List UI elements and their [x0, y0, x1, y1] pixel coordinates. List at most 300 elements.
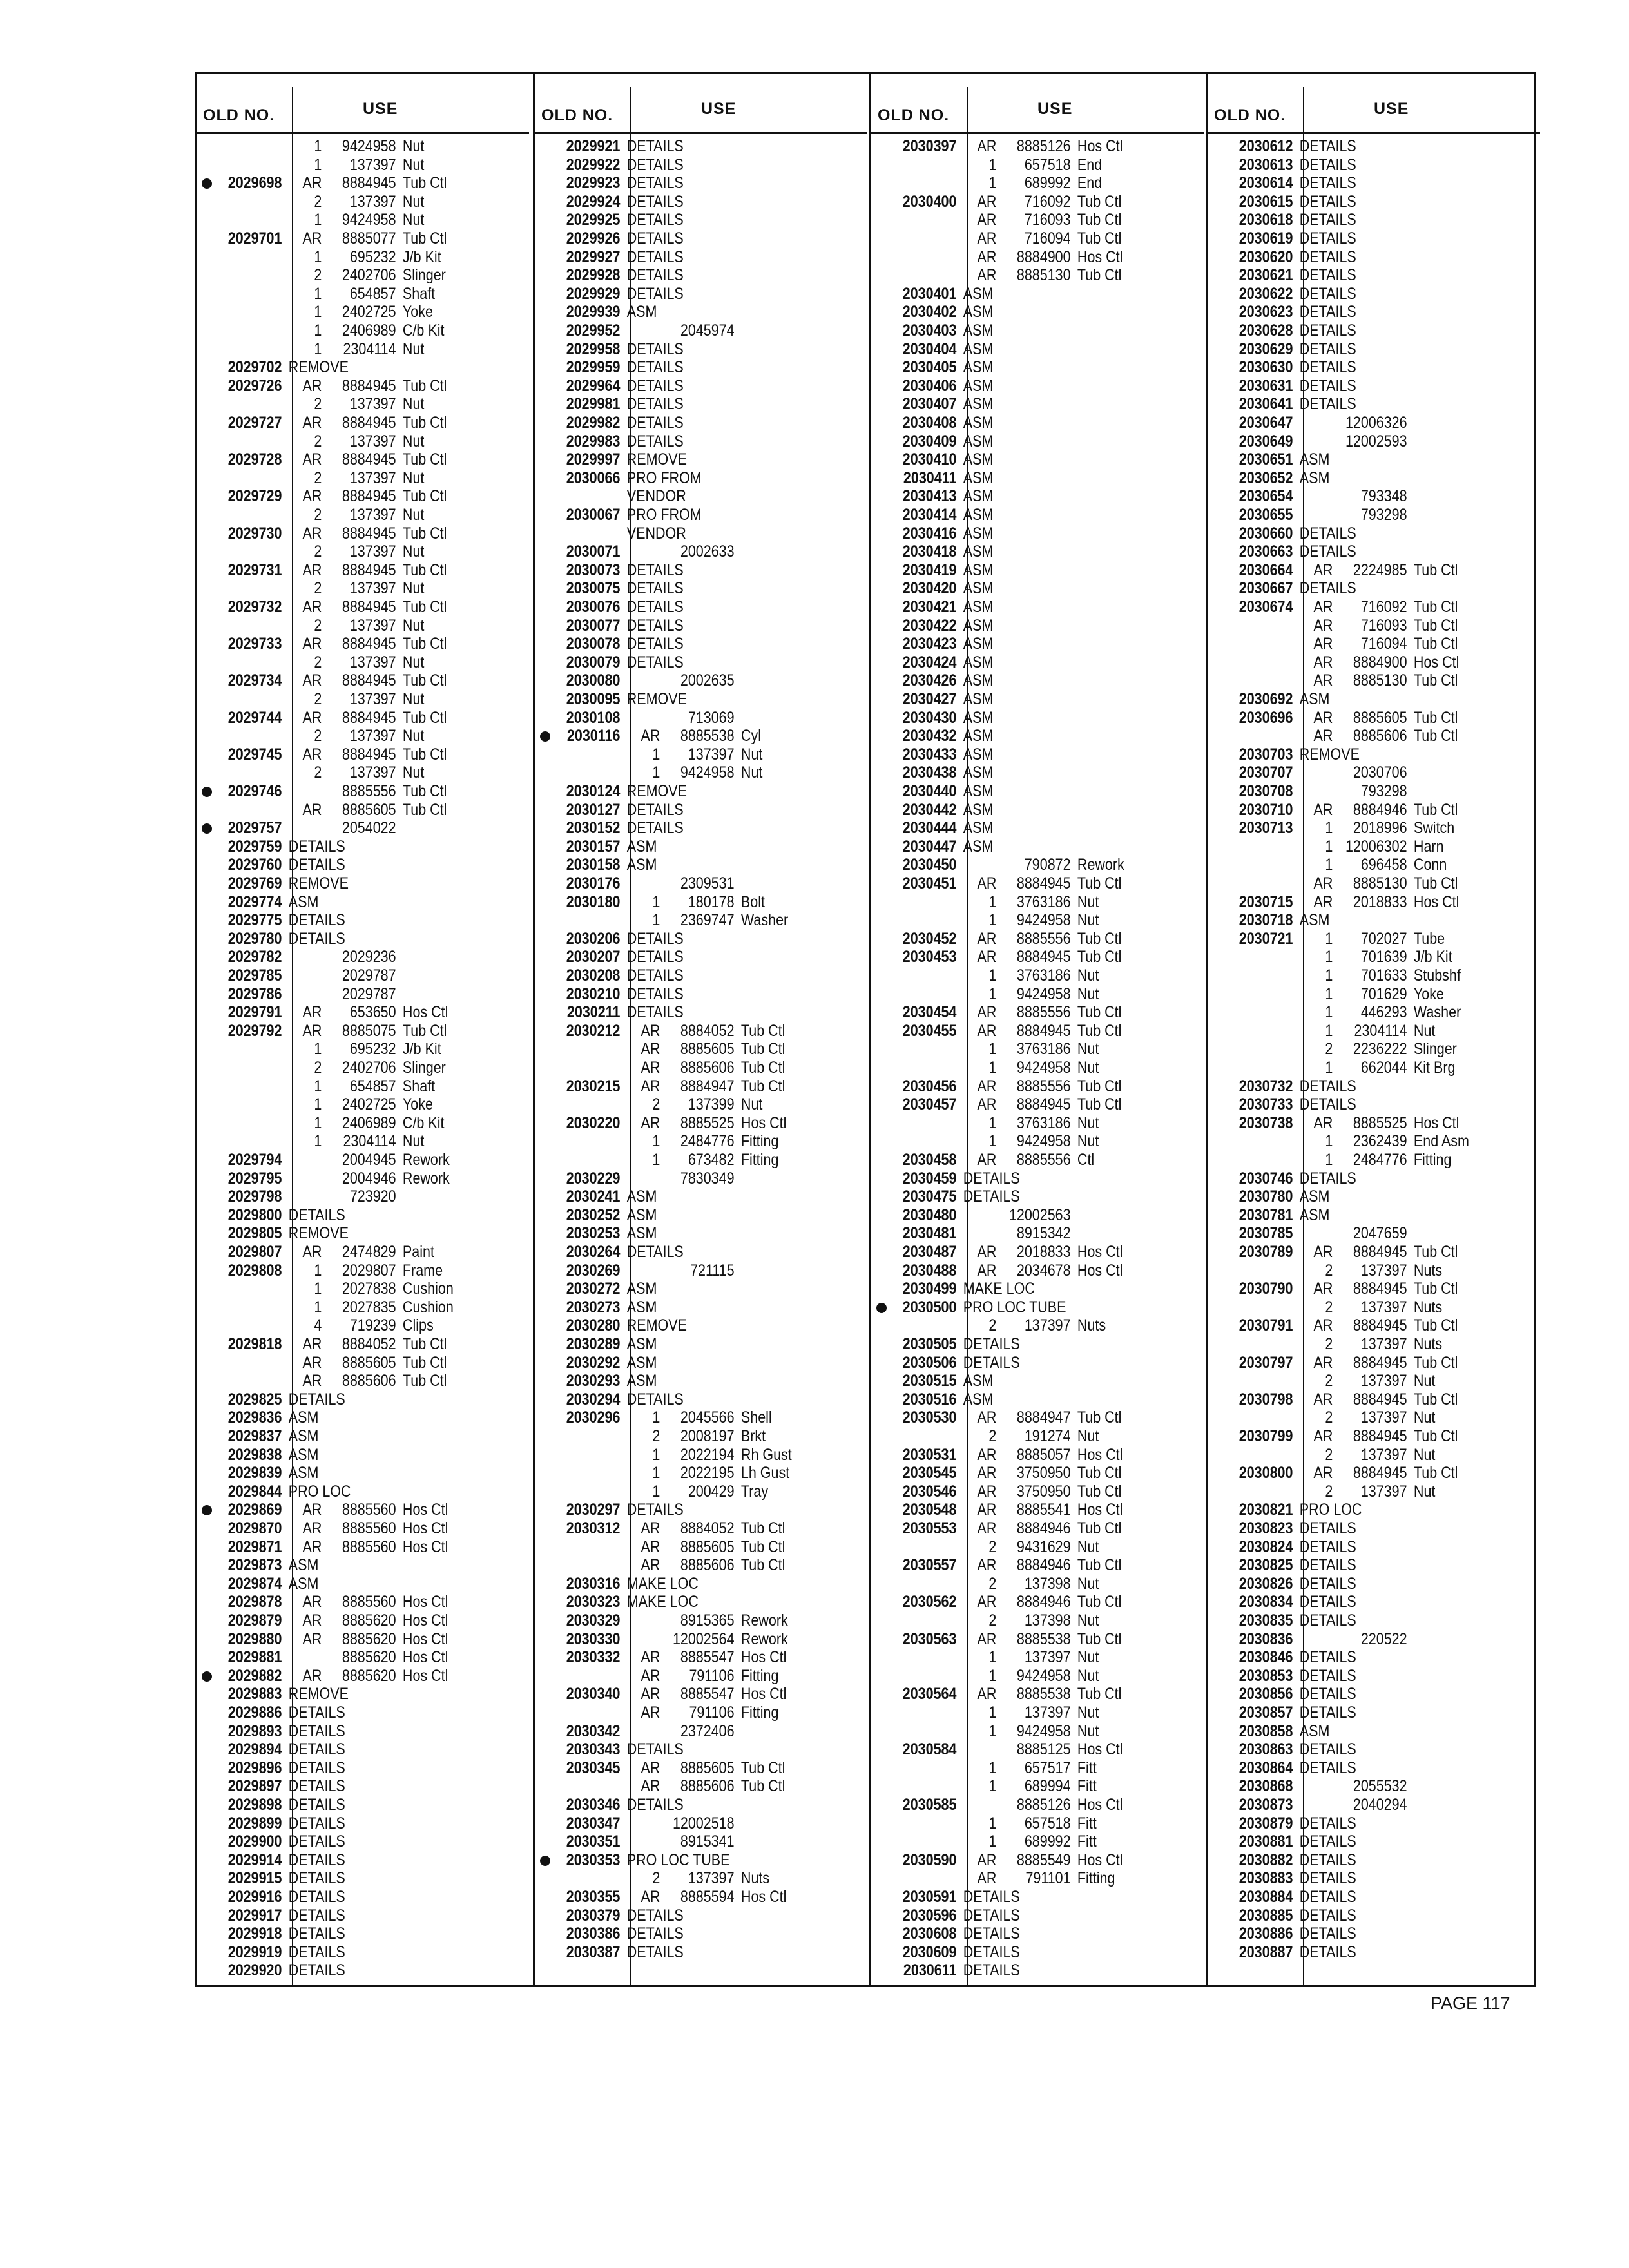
- quantity: 1: [1325, 929, 1333, 948]
- old-number: 2030452: [902, 929, 957, 948]
- table-row: [535, 1759, 821, 1778]
- table-row: [871, 561, 1157, 580]
- quantity: 1: [988, 1648, 997, 1667]
- old-number: 2030506: [902, 1353, 957, 1372]
- table-row: [1208, 229, 1494, 248]
- quantity: 1: [314, 284, 322, 303]
- disposition: DETAILS: [1299, 284, 1356, 303]
- part-description: Nut: [1077, 1537, 1099, 1556]
- table-row: [871, 543, 1157, 561]
- old-number: 2029731: [227, 561, 282, 579]
- quantity: AR: [977, 137, 997, 155]
- part-description: Cushion: [402, 1298, 454, 1316]
- table-row: [197, 893, 483, 912]
- old-number: 2030487: [902, 1243, 957, 1261]
- part-description: Slinger: [1413, 1040, 1457, 1059]
- part-number: 8884945: [1353, 1353, 1407, 1372]
- disposition: DETAILS: [963, 1187, 1020, 1206]
- disposition: REMOVE: [288, 874, 349, 892]
- old-number: 2029981: [566, 395, 621, 414]
- old-number: 2029883: [227, 1685, 282, 1704]
- part-description: End: [1077, 155, 1103, 174]
- quantity: 1: [988, 1040, 997, 1059]
- old-number: 2029726: [227, 376, 282, 395]
- old-number: 2030438: [902, 764, 957, 782]
- quantity: AR: [641, 1040, 660, 1059]
- part-number: 137398: [1024, 1574, 1071, 1593]
- disposition: DETAILS: [1299, 358, 1356, 377]
- old-number: 2030630: [1239, 358, 1293, 377]
- table-row: [535, 450, 821, 469]
- part-number: 2004946: [342, 1169, 396, 1187]
- part-number: 8884945: [1353, 1280, 1407, 1298]
- disposition: ASM: [963, 653, 994, 671]
- old-number: 2030413: [902, 487, 957, 506]
- old-number: 2030780: [1239, 1187, 1293, 1206]
- table-row: [871, 1077, 1157, 1096]
- old-number: 2030619: [1239, 229, 1293, 247]
- disposition: DETAILS: [1299, 1574, 1356, 1593]
- part-description: Washer: [1413, 1003, 1461, 1022]
- old-number: 2029727: [227, 414, 282, 432]
- table-row: [197, 1483, 483, 1501]
- old-number: 2029780: [227, 929, 282, 948]
- old-number: 2030834: [1239, 1593, 1293, 1611]
- table-row: [871, 193, 1157, 211]
- disposition: DETAILS: [1299, 192, 1356, 211]
- part-number: 2484776: [680, 1132, 735, 1151]
- disposition: DETAILS: [626, 192, 684, 211]
- quantity: AR: [641, 1537, 660, 1556]
- part-description: Fitting: [740, 1666, 779, 1685]
- old-number: 2029792: [227, 1021, 282, 1040]
- disposition: DETAILS: [288, 837, 345, 856]
- quantity: 1: [988, 155, 997, 174]
- table-row: [1208, 1059, 1494, 1077]
- table-row: [1208, 911, 1494, 930]
- disposition: VENDOR: [626, 487, 686, 506]
- old-number: 2030418: [902, 543, 957, 561]
- table-row: [1208, 524, 1494, 543]
- disposition: ASM: [1299, 1187, 1330, 1206]
- disposition: DETAILS: [1299, 376, 1356, 395]
- old-number: 2030457: [902, 1095, 957, 1114]
- part-number: 716093: [1360, 616, 1407, 635]
- table-row: [197, 1538, 483, 1557]
- part-number: 2484776: [1353, 1151, 1407, 1169]
- table-row: [197, 211, 483, 229]
- old-number: 2029914: [227, 1850, 282, 1869]
- disposition: DETAILS: [288, 1206, 345, 1224]
- part-number: 9424958: [342, 137, 396, 155]
- part-number: 12006302: [1345, 837, 1407, 856]
- part-description: Rh Gust: [740, 1445, 792, 1464]
- table-row: [1208, 1003, 1494, 1022]
- quantity: AR: [641, 1021, 660, 1040]
- part-description: Hos Ctl: [1413, 1113, 1460, 1132]
- part-number: 8885130: [1016, 266, 1071, 285]
- table-row: [1208, 285, 1494, 303]
- table-row: [1208, 966, 1494, 985]
- part-description: Nut: [402, 468, 425, 487]
- disposition: DETAILS: [1299, 1888, 1356, 1906]
- part-description: Washer: [740, 911, 789, 930]
- quantity: 1: [988, 892, 997, 911]
- old-number: 2030652: [1239, 468, 1293, 487]
- part-number: 689992: [1024, 174, 1071, 193]
- quantity: 1: [988, 1704, 997, 1722]
- table-row: [1208, 579, 1494, 598]
- disposition: DETAILS: [626, 929, 684, 948]
- old-number: 2030713: [1239, 819, 1293, 838]
- table-row: [535, 617, 821, 635]
- part-number: 716094: [1360, 635, 1407, 653]
- quantity: 2: [314, 266, 322, 285]
- disposition: DETAILS: [626, 653, 684, 671]
- quantity: 1: [652, 1445, 660, 1464]
- table-row: [535, 358, 821, 377]
- part-number: 702027: [1360, 929, 1407, 948]
- disposition: DETAILS: [1299, 1925, 1356, 1943]
- part-number: 657517: [1024, 1758, 1071, 1777]
- part-description: Brkt: [740, 1427, 766, 1445]
- quantity: 1: [652, 1151, 660, 1169]
- table-row: [1208, 340, 1494, 359]
- table-row: [197, 248, 483, 267]
- part-description: Shaft: [402, 1077, 436, 1095]
- part-number: 137397: [349, 192, 396, 211]
- part-number: 8885594: [680, 1888, 735, 1906]
- disposition: ASM: [626, 856, 657, 874]
- old-number: 2029795: [227, 1169, 282, 1187]
- part-number: 8885605: [1353, 708, 1407, 727]
- disposition: ASM: [963, 284, 994, 303]
- table-row: [535, 340, 821, 359]
- part-description: Yoke: [402, 1095, 433, 1114]
- table-row: [197, 1114, 483, 1133]
- part-number: 2029787: [342, 985, 396, 1003]
- quantity: 2: [314, 579, 322, 598]
- part-description: Cyl: [740, 727, 761, 745]
- table-row: [197, 598, 483, 617]
- old-number: 2030864: [1239, 1758, 1293, 1777]
- quantity: 2: [314, 1059, 322, 1077]
- part-description: Tub Ctl: [1413, 598, 1458, 616]
- old-number: 2030456: [902, 1077, 957, 1095]
- part-number: 8885549: [1016, 1850, 1071, 1869]
- part-number: 8915341: [680, 1832, 735, 1851]
- part-number: 2018833: [1353, 892, 1407, 911]
- disposition: PRO LOC TUBE: [626, 1850, 730, 1869]
- quantity: 2: [1325, 1372, 1333, 1390]
- old-number: 2030856: [1239, 1685, 1293, 1704]
- table-row: [871, 1722, 1157, 1741]
- old-number: 2029923: [566, 174, 621, 193]
- quantity: 1: [1325, 1151, 1333, 1169]
- part-number: 8885606: [342, 1372, 396, 1390]
- quantity: AR: [641, 727, 660, 745]
- part-number: 719239: [349, 1316, 396, 1335]
- part-description: Yoke: [1413, 985, 1444, 1003]
- table-row: [871, 1556, 1157, 1575]
- part-description: Hos Ctl: [1077, 1501, 1123, 1519]
- table-row: [871, 358, 1157, 377]
- table-row: [197, 229, 483, 248]
- old-number: 2030071: [566, 543, 621, 561]
- part-description: Tub Ctl: [402, 229, 447, 247]
- table-row: [197, 1593, 483, 1611]
- part-description: Yoke: [402, 303, 433, 322]
- part-number: 137397: [349, 155, 396, 174]
- part-description: Rework: [1077, 856, 1124, 874]
- part-description: Nut: [740, 1095, 763, 1114]
- old-number: 2030823: [1239, 1519, 1293, 1537]
- old-number: 2030667: [1239, 579, 1293, 598]
- old-number: 2030863: [1239, 1740, 1293, 1759]
- old-number: 2030073: [566, 561, 621, 579]
- quantity: 1: [1325, 966, 1333, 985]
- table-row: [197, 819, 483, 838]
- part-number: 8885560: [342, 1501, 396, 1519]
- table-row: [871, 156, 1157, 175]
- table-row: [535, 1040, 821, 1059]
- old-number: 2030077: [566, 616, 621, 635]
- old-number: 2029745: [227, 745, 282, 764]
- part-description: Lh Gust: [740, 1464, 790, 1483]
- disposition: DETAILS: [1299, 395, 1356, 414]
- table-row: [197, 469, 483, 488]
- quantity: AR: [1313, 1316, 1333, 1335]
- table-row: [197, 1704, 483, 1722]
- disposition: DETAILS: [288, 1777, 345, 1796]
- disposition: DETAILS: [963, 1943, 1020, 1961]
- table-row: [1208, 487, 1494, 506]
- table-row: [1208, 653, 1494, 672]
- quantity: 2: [652, 1427, 660, 1445]
- table-row: [197, 414, 483, 432]
- part-number: 9424958: [1016, 1722, 1071, 1740]
- table-row: [1208, 1427, 1494, 1446]
- disposition: ASM: [963, 1372, 994, 1390]
- table-row: [535, 1224, 821, 1243]
- table-row: [535, 1335, 821, 1354]
- part-description: Tub Ctl: [740, 1021, 786, 1040]
- quantity: AR: [1313, 1353, 1333, 1372]
- disposition: REMOVE: [288, 1685, 349, 1704]
- quantity: 2: [1325, 1335, 1333, 1353]
- part-description: Tub Ctl: [402, 745, 447, 764]
- table-row: [871, 174, 1157, 193]
- table-row: [871, 487, 1157, 506]
- part-number: 8885560: [342, 1519, 396, 1537]
- old-number: 2030548: [902, 1501, 957, 1519]
- quantity: AR: [302, 524, 322, 543]
- part-number: 8884945: [1353, 1390, 1407, 1408]
- disposition: DETAILS: [1299, 1556, 1356, 1575]
- quantity: AR: [302, 745, 322, 764]
- old-number: 2030076: [566, 598, 621, 616]
- part-description: Nuts: [1413, 1261, 1443, 1280]
- part-number: 8884945: [1016, 948, 1071, 966]
- part-description: Nut: [1077, 911, 1099, 930]
- old-number: 2030885: [1239, 1906, 1293, 1925]
- part-number: 8884945: [342, 487, 396, 506]
- table-row: [871, 322, 1157, 340]
- quantity: 1: [988, 1777, 997, 1796]
- old-number: 2030708: [1239, 782, 1293, 800]
- part-description: Nut: [402, 616, 425, 635]
- old-number: 2029825: [227, 1390, 282, 1408]
- disposition: DETAILS: [1299, 1943, 1356, 1961]
- part-number: 791101: [1025, 1869, 1071, 1888]
- old-number: 2030420: [902, 579, 957, 598]
- table-row: [871, 1022, 1157, 1041]
- table-row: [197, 303, 483, 322]
- part-description: Nut: [1077, 1059, 1099, 1077]
- table-row: [1208, 543, 1494, 561]
- table-row: [1208, 1925, 1494, 1943]
- table-row: [1208, 303, 1494, 322]
- part-description: Tub Ctl: [1413, 800, 1458, 819]
- old-number: 2029952: [566, 322, 621, 340]
- part-description: Tub Ctl: [1413, 1390, 1458, 1408]
- part-description: Nut: [1077, 1648, 1099, 1667]
- table-row: [871, 709, 1157, 727]
- table-row: [197, 1262, 483, 1280]
- table-row: [197, 1224, 483, 1243]
- part-number: 689994: [1024, 1777, 1071, 1796]
- old-number: 2030789: [1239, 1243, 1293, 1261]
- old-number: 2029818: [227, 1335, 282, 1353]
- disposition: DETAILS: [626, 229, 684, 247]
- disposition: ASM: [1299, 450, 1330, 469]
- table-row: [1208, 1243, 1494, 1262]
- part-number: 2040294: [1353, 1796, 1407, 1814]
- part-number: 716092: [1360, 598, 1407, 616]
- part-number: 8885605: [680, 1537, 735, 1556]
- disposition: DETAILS: [1299, 1906, 1356, 1925]
- disposition: ASM: [288, 892, 319, 911]
- part-description: End: [1077, 174, 1103, 193]
- part-description: Hos Ctl: [740, 1888, 787, 1906]
- disposition: ASM: [963, 616, 994, 635]
- old-number: 2029744: [227, 708, 282, 727]
- old-number: 2029794: [227, 1151, 282, 1169]
- part-description: Hos Ctl: [1413, 653, 1460, 671]
- old-number: 2030887: [1239, 1943, 1293, 1961]
- disposition: DETAILS: [1299, 1869, 1356, 1888]
- old-number: 2030530: [902, 1408, 957, 1427]
- disposition: DETAILS: [1299, 1169, 1356, 1187]
- old-number: 2030078: [566, 635, 621, 653]
- table-row: [871, 838, 1157, 856]
- table-row: [1208, 930, 1494, 948]
- part-description: Clips: [402, 1316, 434, 1335]
- table-row: [535, 1077, 821, 1096]
- disposition: DETAILS: [1299, 137, 1356, 155]
- part-number: 8884945: [342, 708, 396, 727]
- part-number: 3750950: [1016, 1482, 1071, 1501]
- quantity: AR: [1313, 1243, 1333, 1261]
- quantity: 2: [988, 1537, 997, 1556]
- old-number: 2030176: [566, 874, 621, 892]
- part-number: 8884900: [1353, 653, 1407, 671]
- old-number: 2030427: [902, 690, 957, 708]
- quantity: 1: [1325, 1132, 1333, 1151]
- part-description: Nut: [402, 727, 425, 745]
- part-number: 3750950: [1016, 1464, 1071, 1483]
- table-row: [535, 1667, 821, 1686]
- table-row: [535, 1777, 821, 1796]
- table-row: [197, 1095, 483, 1114]
- table-row: [1208, 1316, 1494, 1335]
- disposition: DETAILS: [1299, 1611, 1356, 1629]
- quantity: AR: [1313, 708, 1333, 727]
- old-number: 2030459: [902, 1169, 957, 1187]
- table-row: [197, 266, 483, 285]
- disposition: ASM: [626, 1224, 657, 1243]
- disposition: REMOVE: [626, 1316, 687, 1335]
- table-row: [535, 1796, 821, 1814]
- disposition: DETAILS: [288, 1814, 345, 1832]
- table-row: [1208, 782, 1494, 801]
- disposition: DETAILS: [288, 1869, 345, 1888]
- old-number: 2030272: [566, 1280, 621, 1298]
- quantity: 2: [1325, 1298, 1333, 1316]
- table-row: [535, 303, 821, 322]
- quantity: 1: [988, 1059, 997, 1077]
- quantity: 2: [652, 1869, 660, 1888]
- part-description: Tub Ctl: [402, 800, 447, 819]
- old-number: 2030612: [1239, 137, 1293, 155]
- table-row: [535, 911, 821, 930]
- part-number: 12002593: [1345, 432, 1407, 450]
- disposition: DETAILS: [626, 358, 684, 377]
- old-number: 2030746: [1239, 1169, 1293, 1187]
- disposition: DETAILS: [1299, 303, 1356, 322]
- part-description: Tub Ctl: [402, 487, 447, 506]
- old-number: 2030655: [1239, 506, 1293, 524]
- table-row: [871, 285, 1157, 303]
- quantity: 2: [1325, 1408, 1333, 1427]
- table-row: [871, 893, 1157, 912]
- table-row: [535, 948, 821, 966]
- part-description: Tub Ctl: [402, 708, 447, 727]
- part-description: Nuts: [1413, 1335, 1443, 1353]
- old-number: 2030475: [902, 1187, 957, 1206]
- quantity: AR: [641, 1077, 660, 1095]
- disposition: ASM: [626, 1335, 657, 1353]
- table-row: [871, 819, 1157, 838]
- part-number: 2034678: [1016, 1261, 1071, 1280]
- table-row: [535, 156, 821, 175]
- disposition: ASM: [963, 598, 994, 616]
- part-number: 137397: [1360, 1482, 1407, 1501]
- old-number: 2030732: [1239, 1077, 1293, 1095]
- table-row: [1208, 1151, 1494, 1169]
- old-number: 2030410: [902, 450, 957, 469]
- old-number: 2030273: [566, 1298, 621, 1316]
- part-number: 137397: [1024, 1704, 1071, 1722]
- old-number: 2030516: [902, 1390, 957, 1408]
- quantity: 2: [652, 1095, 660, 1114]
- part-description: Fitt: [1077, 1758, 1097, 1777]
- table-row: [1208, 561, 1494, 580]
- disposition: ASM: [963, 764, 994, 782]
- part-description: Nut: [402, 543, 425, 561]
- old-number: 2030883: [1239, 1869, 1293, 1888]
- old-number: 2030424: [902, 653, 957, 671]
